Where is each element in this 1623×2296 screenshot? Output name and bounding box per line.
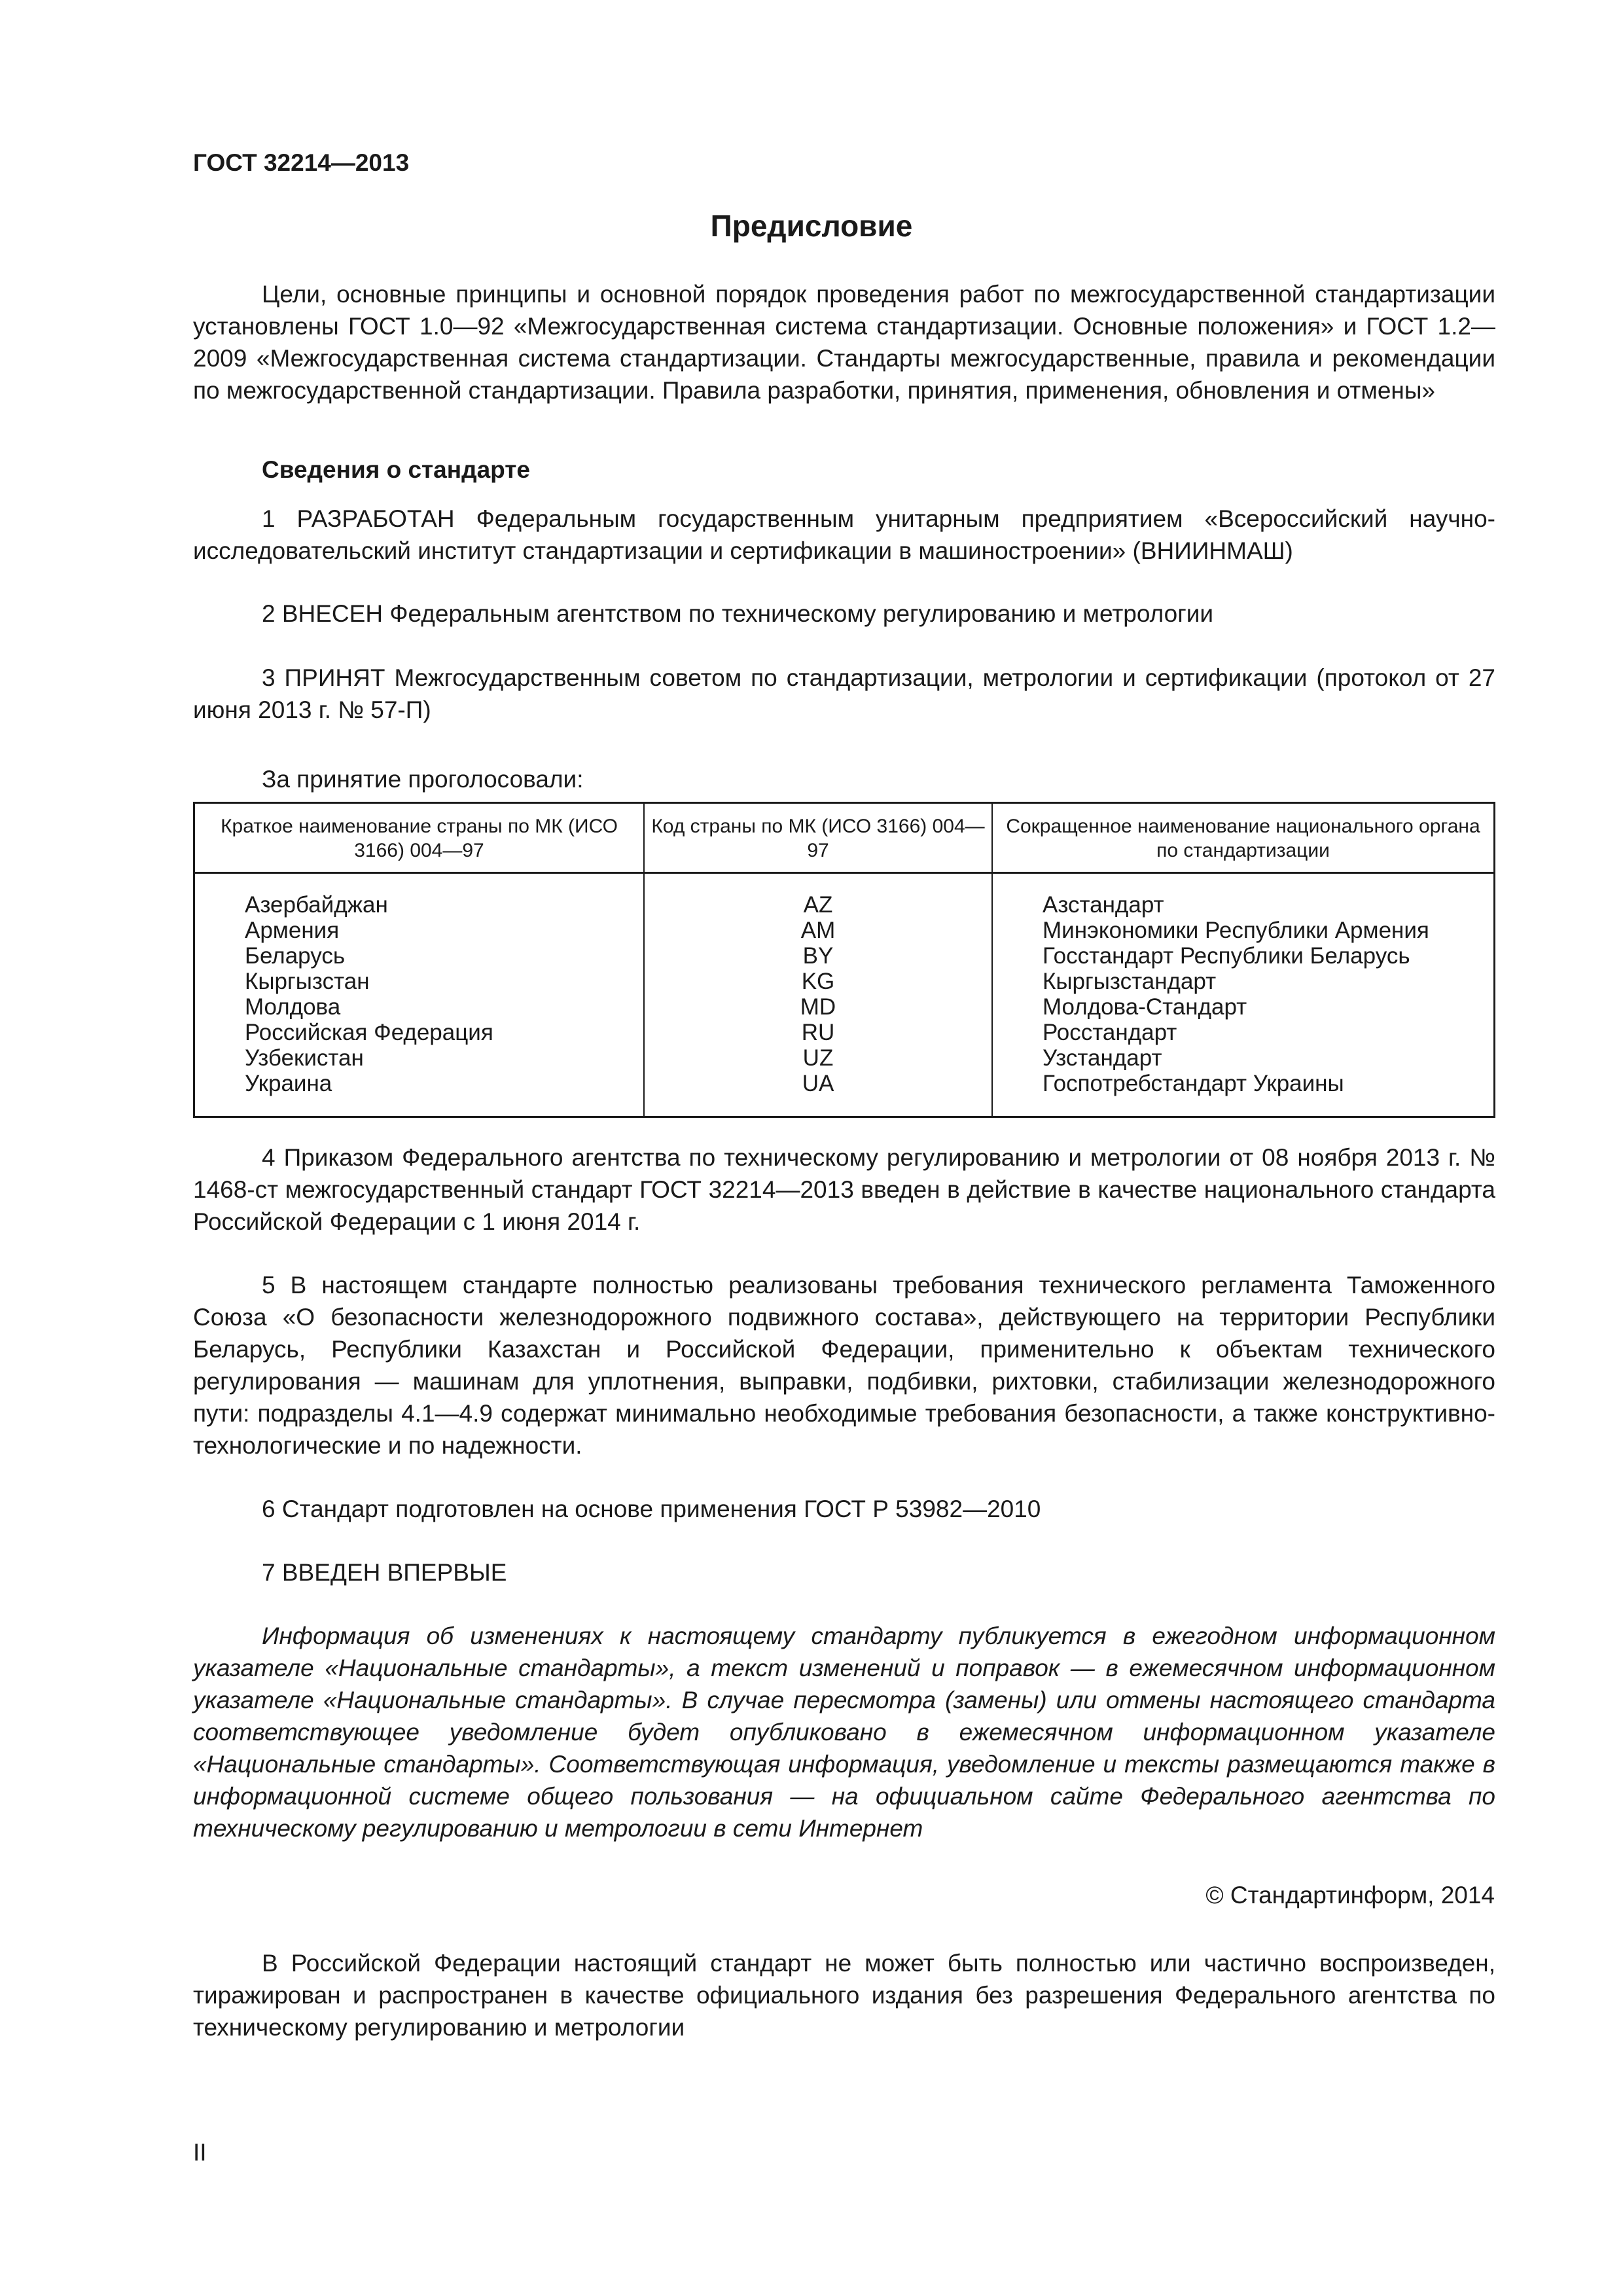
- country-name: Кыргызстан: [245, 969, 370, 994]
- standards-body: Молдова-Стандарт: [992, 994, 1495, 1020]
- table-row: [194, 1020, 1495, 1045]
- standards-body: Узстандарт: [992, 1045, 1495, 1071]
- standards-body: Азстандарт: [992, 873, 1495, 918]
- country-code: AM: [644, 918, 992, 943]
- item-1-developed: 1 РАЗРАБОТАН Федеральным государственным унитарным предприятием «Всероссийский научно-исследовательский институт стандартизации и сертификации в машиностроении» (ВНИИНМАШ): [193, 505, 1495, 564]
- header-country: Краткое наименование страны по МК (ИСО 3166) 004—97: [194, 803, 645, 873]
- header-code: Код страны по МК (ИСО 3166) 004—97: [644, 803, 992, 873]
- table-row: [194, 943, 1495, 969]
- page-title: Предисловие: [710, 209, 913, 243]
- page-number: II: [193, 2139, 207, 2166]
- reproduction-restriction: В Российской Федерации настоящий стандарт не может быть полностью или частично воспроизведен, тиражирован и распространен в качестве официального издания без разрешения Федерального агентства по техническому регулированию и метрологии: [193, 1950, 1495, 2041]
- table-row: [194, 1045, 1495, 1071]
- country-code: UZ: [644, 1045, 992, 1071]
- country-code: KG: [644, 969, 992, 994]
- country-name: Российская Федерация: [245, 1020, 493, 1045]
- country-name: Беларусь: [245, 943, 346, 969]
- votes-caption: За принятие проголосовали:: [262, 766, 584, 793]
- header-standards-body: Сокращенное наименование национального органа по стандартизации: [992, 803, 1495, 873]
- standards-body: Госпотребстандарт Украины: [992, 1071, 1495, 1117]
- country-name: Молдова: [245, 994, 341, 1020]
- country-code: RU: [644, 1020, 992, 1045]
- table-header-row: [194, 803, 1495, 873]
- country-code: BY: [644, 943, 992, 969]
- item-5-requirements: 5 В настоящем стандарте полностью реализованы требования технического регламента Таможенного Союза «О безопасности железнодорожного подвижного состава», действующего на территории Республики Беларусь, Республики Казахстан и Российской Федерации, применительно к объектам технического регулирования — машинам для уплотнения, выправки, подбивки, рихтовки, стабилизации железнодорожного пути: подразделы 4.1—4.9 содержат минимально необходимые требования безопасности, а также конструктивно-технологические и по надежности.: [193, 1272, 1495, 1459]
- country-name: Узбекистан: [245, 1045, 364, 1071]
- item-2-submitted: 2 ВНЕСЕН Федеральным агентством по техническому регулированию и метрологии: [262, 600, 1214, 627]
- country-code: MD: [644, 994, 992, 1020]
- changes-notice: Информация об изменениях к настоящему стандарту публикуется в ежегодном информационном указателе «Национальные стандарты», а текст изменений и поправок — в ежемесячном информационном указателе «Национальные стандарты». В случае пересмотра (замены) или отмены настоящего стандарта соответствующее уведомление будет опубликовано в ежемесячном информационном указателе «Национальные стандарты». Соответствующая информация, уведомление и тексты размещаются также в информационной системе общего пользования — на официальном сайте Федерального агентства по техническому регулированию и метрологии в сети Интернет: [193, 1623, 1495, 1842]
- country-code: AZ: [644, 873, 992, 918]
- item-3-adopted: 3 ПРИНЯТ Межгосударственным советом по стандартизации, метрологии и сертификации (протокол от 27 июня 2013 г. № 57-П): [193, 664, 1495, 723]
- standard-info-heading: Сведения о стандарте: [262, 456, 530, 483]
- table-row: [194, 1071, 1495, 1117]
- document-code: ГОСТ 32214—2013: [193, 149, 410, 176]
- standards-body: Минэкономики Республики Армения: [992, 918, 1495, 943]
- country-name: Азербайджан: [245, 892, 388, 918]
- copyright: © Стандартинформ, 2014: [1205, 1882, 1495, 1909]
- item-7-introduced: 7 ВВЕДЕН ВПЕРВЫЕ: [262, 1559, 507, 1586]
- table-row: [194, 873, 1495, 918]
- item-4-order: 4 Приказом Федерального агентства по техническому регулированию и метрологии от 08 ноября 2013 г. № 1468-ст межгосударственный стандарт ГОСТ 32214—2013 введен в действие в качестве национального стандарта Российской Федерации с 1 июня 2014 г.: [193, 1144, 1495, 1235]
- country-name: Армения: [245, 918, 340, 943]
- voting-countries-table: [193, 802, 1495, 1118]
- item-6-basis: 6 Стандарт подготовлен на основе применения ГОСТ Р 53982—2010: [262, 1496, 1041, 1522]
- standards-body: Росстандарт: [992, 1020, 1495, 1045]
- standards-body: Госстандарт Республики Беларусь: [992, 943, 1495, 969]
- table-row: [194, 918, 1495, 943]
- table-row: [194, 969, 1495, 994]
- standards-body: Кыргызстандарт: [992, 969, 1495, 994]
- country-name: Украина: [245, 1071, 332, 1096]
- table-row: [194, 994, 1495, 1020]
- country-code: UA: [644, 1071, 992, 1117]
- intro-paragraph: Цели, основные принципы и основной порядок проведения работ по межгосударственной стандартизации установлены ГОСТ 1.0—92 «Межгосударственная система стандартизации. Основные положения» и ГОСТ 1.2—2009 «Межгосударственная система стандартизации. Стандарты межгосударственные, правила и рекомендации по межгосударственной стандартизации. Правила разработки, принятия, применения, обновления и отмены»: [193, 281, 1495, 404]
